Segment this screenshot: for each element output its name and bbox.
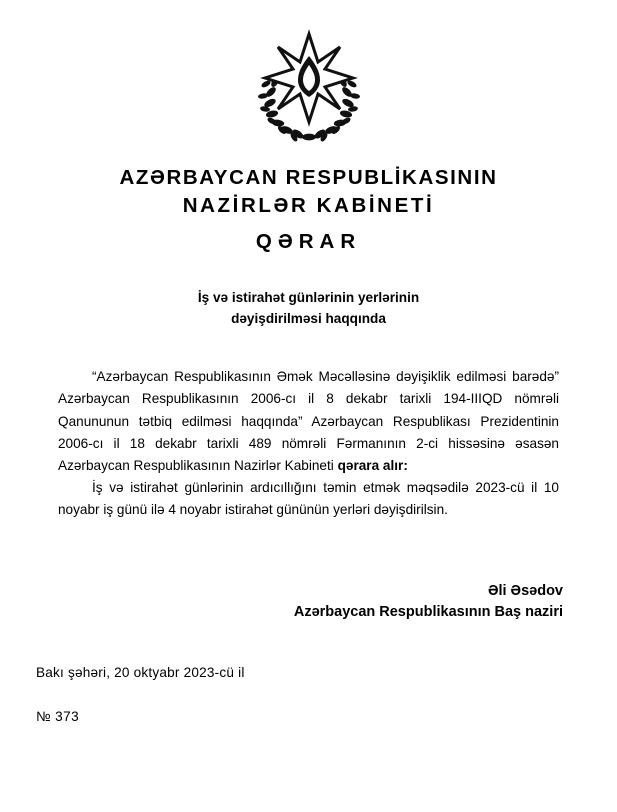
document-number: № 373 — [36, 709, 80, 725]
signature-block — [32, 581, 585, 625]
azerbaijan-cabinet-emblem-icon — [245, 22, 373, 144]
place-and-date: Bakı şəhəri, 20 oktyabr 2023-cü il — [36, 665, 245, 681]
document-footer — [32, 665, 585, 724]
paragraph-1-emphasis: qərara alır: — [337, 457, 408, 473]
subtitle-line-1: İş və istirahət günlərinin yerlərinin — [197, 290, 420, 306]
paragraph-1-text: “Azərbaycan Respublikasının Əmək Məcəlləsinə dəyişiklik edilməsi barədə” Azərbaycan Respublikasının 2006-cı il 8 dekabr tarixli 194-IIIQD nömrəli Qanununun tətbiq edilməsi haqqında” Azərbaycan Respublikası Prezidentinin 2006-cı il 18 dekabr tarixli 489 nömrəli Fərmanının 2-ci hissəsinə əsasən Azərbaycan Respublikasının Nazirlər Kabineti — [58, 369, 559, 473]
document-body — [32, 366, 585, 520]
decision-word: QƏRAR — [255, 230, 362, 254]
document-title-block — [32, 164, 585, 254]
subtitle-line-2: dəyişdirilməsi haqqında — [231, 311, 386, 327]
signatory-position: Azərbaycan Respublikasının Baş naziri — [293, 604, 563, 621]
body-paragraph-2: İş və istirahət günlərinin ardıcıllığını təmin etmək məqsədilə 2023-cü il 10 noyabr iş günü ilə 4 noyabr istirahət gününün yerləri dəyişdirilsin. — [58, 479, 559, 517]
emblem-container — [32, 0, 585, 144]
body-paragraph-1 — [58, 366, 559, 476]
signatory-name: Əli Əsədov — [487, 582, 563, 599]
title-line-1: AZƏRBAYCAN RESPUBLİKASININ — [119, 166, 498, 189]
document-subtitle — [32, 287, 585, 329]
title-line-2: NAZİRLƏR KABİNETİ — [182, 193, 435, 217]
